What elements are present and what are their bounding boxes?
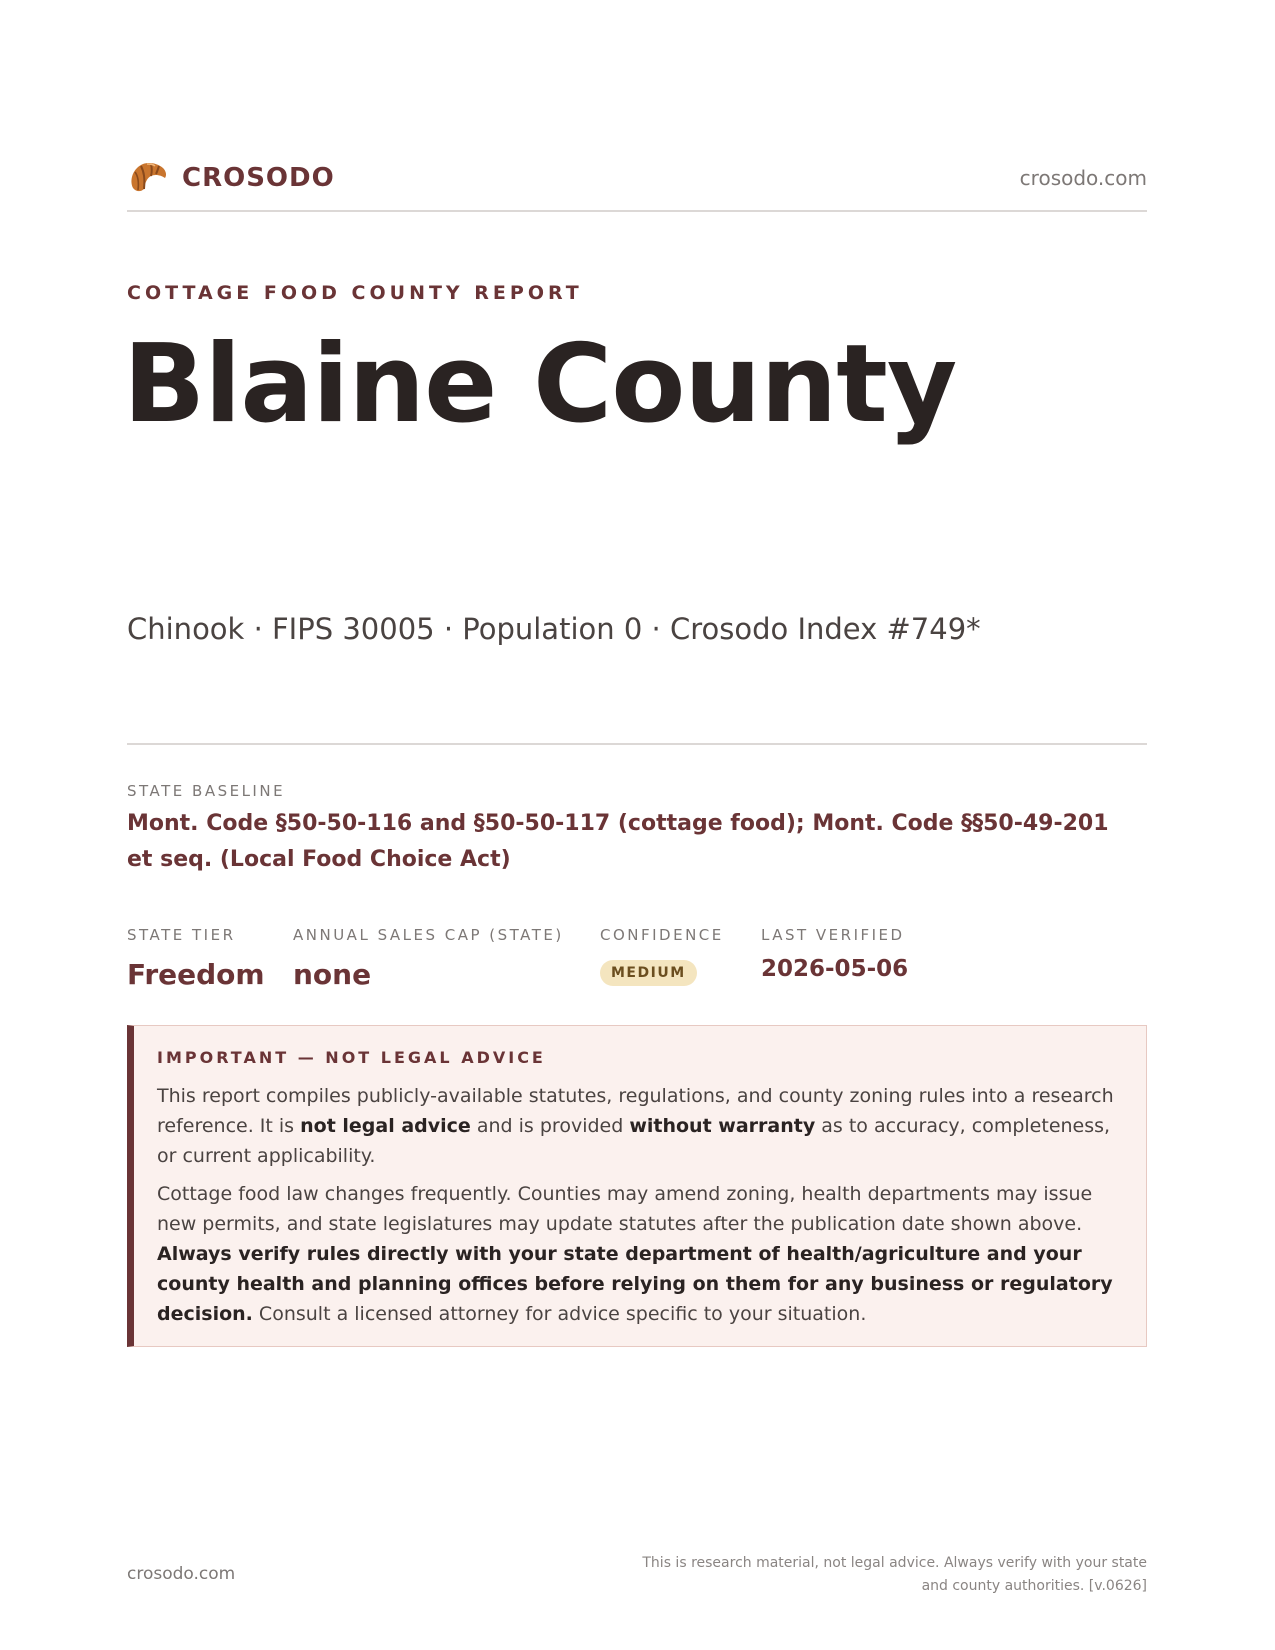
confidence-badge: MEDIUM <box>600 960 697 986</box>
state-baseline-label: STATE BASELINE <box>127 782 286 800</box>
header-url-link[interactable]: crosodo.com <box>1019 166 1147 190</box>
report-page <box>123 0 1147 1650</box>
state-baseline-text: Mont. Code §50-50-116 and §50-50-117 (cottage food); Mont. Code §§50-49-201 et seq. (Local Food Choice Act) <box>127 811 1109 872</box>
stat-value: Freedom <box>127 958 265 991</box>
notice-emphasis: Always verify rules directly with your state department of health/agriculture and your county health and planning offices before relying on them for any business or regulatory decision. <box>157 1243 1113 1325</box>
stat-sales-cap <box>293 926 564 991</box>
footer-disclaimer <box>627 1552 1147 1598</box>
brand-name: CROSODO <box>182 163 335 193</box>
brand-logo[interactable] <box>127 158 335 198</box>
notice-text: Consult a licensed attorney for advice specific to your situation. <box>252 1303 867 1325</box>
legal-notice-box <box>127 1025 1147 1347</box>
notice-emphasis: without warranty <box>629 1115 816 1137</box>
footer-disclaimer-line: This is research material, not legal advice. Always verify with your state <box>642 1555 1147 1571</box>
stat-confidence <box>600 926 724 986</box>
footer-disclaimer-line: and county authorities. [v.0626] <box>921 1578 1147 1594</box>
stat-label: CONFIDENCE <box>600 926 724 944</box>
stat-label: ANNUAL SALES CAP (STATE) <box>293 926 564 944</box>
stat-state-tier <box>127 926 265 991</box>
stat-value: 2026-05-06 <box>761 956 909 982</box>
notice-text: and is provided <box>470 1115 630 1137</box>
croissant-icon <box>127 158 169 198</box>
footer-url-link[interactable]: crosodo.com <box>127 1564 236 1584</box>
stat-label: STATE TIER <box>127 926 236 944</box>
notice-title: IMPORTANT — NOT LEGAL ADVICE <box>157 1048 546 1067</box>
notice-paragraph <box>157 1179 1122 1329</box>
notice-text: Cottage food law changes frequently. Counties may amend zoning, health departments may issue new permits, and state legislatures may update statutes after the publication date shown above. <box>157 1183 1093 1235</box>
stat-last-verified <box>761 926 908 982</box>
notice-emphasis: not legal advice <box>300 1115 471 1137</box>
notice-text: This report compiles publicly-available statutes, regulations, and county zoning rules into a research reference. It is <box>157 1085 1114 1137</box>
notice-paragraph <box>157 1081 1122 1171</box>
header-divider <box>127 210 1147 212</box>
section-divider <box>127 743 1147 745</box>
stat-value: none <box>293 958 372 991</box>
report-eyebrow: COTTAGE FOOD COUNTY REPORT <box>127 282 583 304</box>
page-header <box>127 158 1147 198</box>
stat-label: LAST VERIFIED <box>761 926 905 944</box>
county-title: Blaine County <box>123 322 957 447</box>
notice-text: as to accuracy, completeness, or current applicability. <box>157 1115 1111 1167</box>
county-meta-line: Chinook · FIPS 30005 · Population 0 · Crosodo Index #749* <box>127 612 981 646</box>
